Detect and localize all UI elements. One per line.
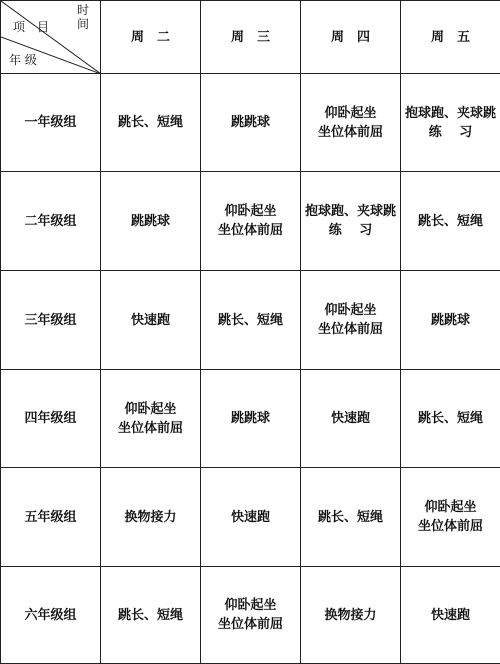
activity-text: 跳长、短绳 (304, 508, 397, 527)
grade-label: 五年级组 (1, 468, 101, 567)
activity-text: 跳跳球 (204, 113, 297, 132)
activity-text: 快速跑 (204, 508, 297, 527)
activity-text: 快速跑 (404, 606, 497, 625)
activity-cell (101, 172, 201, 271)
activity-text: 跳长、短绳 (104, 606, 197, 625)
activity-text: 换物接力 (104, 508, 197, 527)
activity-text: 跳长、短绳 (204, 311, 297, 330)
activity-text: 仰卧起坐 (204, 596, 297, 615)
grade-row (1, 567, 500, 664)
activity-text: 坐位体前屈 (104, 419, 197, 438)
activity-text: 跳长、短绳 (404, 212, 497, 231)
activity-cell (201, 468, 301, 567)
day-header-thu: 周 四 (301, 1, 401, 74)
activity-cell (201, 271, 301, 370)
activity-text: 坐位体前屈 (304, 123, 397, 142)
activity-cell (101, 370, 201, 468)
activity-text: 跳长、短绳 (104, 113, 197, 132)
day-header-fri: 周 五 (401, 1, 500, 74)
activity-text: 仰卧起坐 (104, 400, 197, 419)
activity-text: 跳跳球 (404, 311, 497, 330)
activity-cell (301, 74, 401, 172)
activity-text: 跳跳球 (104, 212, 197, 231)
activity-cell (201, 567, 301, 664)
activity-text: 坐位体前屈 (304, 320, 397, 339)
activity-text: 仰卧起坐 (204, 202, 297, 221)
activity-cell (201, 74, 301, 172)
activity-cell (201, 370, 301, 468)
activity-cell (301, 271, 401, 370)
activity-text: 仰卧起坐 (404, 498, 497, 517)
activity-text: 练 习 (404, 123, 497, 142)
activity-text: 仰卧起坐 (304, 104, 397, 123)
day-header-tue: 周 二 (101, 1, 201, 74)
grade-row (1, 370, 500, 468)
activity-cell (101, 271, 201, 370)
corner-time-label: 时间 (76, 3, 90, 31)
grade-row (1, 271, 500, 370)
activity-text: 抱球跑、夹球跳 (304, 202, 397, 221)
header-row (1, 1, 500, 74)
activity-cell (301, 567, 401, 664)
grade-row (1, 172, 500, 271)
activity-cell (301, 370, 401, 468)
activity-cell (101, 567, 201, 664)
activity-text: 抱球跑、夹球跳 (404, 104, 497, 123)
activity-cell (201, 172, 301, 271)
activity-text: 坐位体前屈 (404, 517, 497, 536)
activity-cell (401, 468, 500, 567)
grade-row (1, 74, 500, 172)
activity-text: 练 习 (304, 221, 397, 240)
activity-cell (101, 468, 201, 567)
grade-label: 一年级组 (1, 74, 101, 172)
activity-text: 坐位体前屈 (204, 615, 297, 634)
grade-label: 六年级组 (1, 567, 101, 664)
activity-cell (301, 172, 401, 271)
activity-text: 跳跳球 (204, 409, 297, 428)
activity-text: 跳长、短绳 (404, 409, 497, 428)
day-header-wed: 周 三 (201, 1, 301, 74)
activity-cell (401, 271, 500, 370)
activity-text: 坐位体前屈 (204, 221, 297, 240)
activity-cell (401, 172, 500, 271)
grade-row (1, 468, 500, 567)
grade-label: 二年级组 (1, 172, 101, 271)
activity-text: 换物接力 (304, 606, 397, 625)
activity-text: 仰卧起坐 (304, 301, 397, 320)
activity-cell (401, 567, 500, 664)
corner-item-label: 项 目 (13, 18, 49, 37)
schedule-body (1, 1, 500, 664)
grade-label: 四年级组 (1, 370, 101, 468)
activity-text: 快速跑 (304, 409, 397, 428)
activity-text: 快速跑 (104, 311, 197, 330)
activity-cell (401, 74, 500, 172)
activity-cell (301, 468, 401, 567)
grade-label: 三年级组 (1, 271, 101, 370)
corner-cell (1, 1, 101, 74)
activity-cell (401, 370, 500, 468)
activity-cell (101, 74, 201, 172)
corner-grade-label: 年 级 (9, 51, 37, 70)
